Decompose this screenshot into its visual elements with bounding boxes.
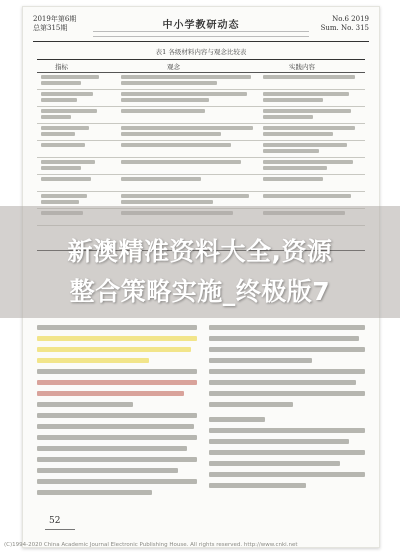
table-cell xyxy=(41,166,81,170)
table-row xyxy=(37,106,365,124)
text-line xyxy=(37,402,133,407)
table-cell xyxy=(121,98,209,102)
text-line xyxy=(37,413,197,418)
table-cell xyxy=(263,177,323,181)
table-cell xyxy=(41,143,85,147)
table-cell xyxy=(263,166,327,170)
text-line xyxy=(209,369,365,374)
reference-line xyxy=(209,472,365,477)
table-cell xyxy=(263,109,351,113)
text-line xyxy=(37,479,197,484)
page-number: 52 xyxy=(49,516,61,526)
highlighted-text-line xyxy=(37,358,149,363)
table-cell xyxy=(121,160,241,164)
table-row xyxy=(37,174,365,192)
table-cell xyxy=(121,75,251,79)
table-row xyxy=(37,157,365,175)
table-cell xyxy=(121,200,213,204)
highlighted-text-line xyxy=(37,347,191,352)
table-cell xyxy=(121,109,205,113)
table-cell xyxy=(121,92,247,96)
table-cell xyxy=(41,81,81,85)
text-line xyxy=(209,391,365,396)
table-cell xyxy=(263,92,349,96)
text-line xyxy=(209,336,359,341)
issue-number-label: No.6 2019 xyxy=(332,15,369,23)
table-cell xyxy=(263,132,333,136)
table-cell xyxy=(41,98,77,102)
reference-line xyxy=(209,483,306,488)
table-cell xyxy=(121,81,217,85)
banner-title-line-2: 整合策略实施_终极版7 xyxy=(69,277,331,306)
issue-total-label: 总第315期 xyxy=(33,24,68,32)
text-line xyxy=(209,380,356,385)
table-cell xyxy=(263,149,319,153)
table-cell xyxy=(41,177,91,181)
table-cell xyxy=(121,143,231,147)
journal-title: 中小学教研动态 xyxy=(162,20,240,31)
table-cell xyxy=(263,126,355,130)
table-cell xyxy=(263,75,355,79)
text-line xyxy=(209,402,293,407)
table-cell xyxy=(41,75,99,79)
text-line xyxy=(37,490,152,495)
table-cell xyxy=(121,177,201,181)
journal-subtitle-rule xyxy=(93,31,309,37)
table-cell xyxy=(121,126,253,130)
table-cell xyxy=(263,143,347,147)
issue-sum-label: Sum. No. 315 xyxy=(320,24,369,32)
text-line xyxy=(37,468,178,473)
text-line xyxy=(37,325,197,330)
text-line xyxy=(209,325,365,330)
underlined-text-line xyxy=(37,391,184,396)
copyright-notice: (C)1994-2020 China Academic Journal Electronic Publishing House. All rights reserved. http://www.cnki.net xyxy=(4,542,298,548)
table-row xyxy=(37,123,365,141)
page-number-rule xyxy=(45,529,75,530)
text-line xyxy=(37,435,197,440)
issue-info-right xyxy=(321,15,369,33)
table-cell xyxy=(41,160,95,164)
table-row xyxy=(37,140,365,158)
issue-year-label: 2019年第6期 xyxy=(33,15,77,23)
table-cell xyxy=(263,194,351,198)
body-column-left xyxy=(37,325,197,501)
highlighted-text-line xyxy=(37,336,197,341)
text-line xyxy=(37,457,197,462)
text-line xyxy=(209,347,365,352)
table-cell xyxy=(263,115,313,119)
text-line xyxy=(37,446,187,451)
table-cell xyxy=(41,109,97,113)
table-header-indicator: 指标 xyxy=(55,63,68,71)
table-header-concept: 观念 xyxy=(167,63,180,71)
text-line xyxy=(209,358,312,363)
banner-title-line-1: 新澳精准资料大全,资源 xyxy=(67,237,333,266)
table-row xyxy=(37,89,365,107)
table-cell xyxy=(41,115,71,119)
table-cell xyxy=(121,132,221,136)
table-cell xyxy=(121,194,249,198)
running-head xyxy=(33,15,369,42)
reference-heading xyxy=(209,417,265,422)
table-header-practice: 实践内容 xyxy=(289,63,315,71)
text-line xyxy=(37,369,197,374)
table-cell xyxy=(41,132,75,136)
table-cell xyxy=(41,200,79,204)
table-cell xyxy=(263,98,323,102)
reference-line xyxy=(209,461,340,466)
table-row xyxy=(37,72,365,90)
table-cell xyxy=(263,160,353,164)
underlined-text-line xyxy=(37,380,197,385)
reference-line xyxy=(209,428,365,433)
body-column-right xyxy=(209,325,365,494)
text-line xyxy=(37,424,194,429)
table-cell xyxy=(41,92,93,96)
table-caption: 表1 各级材料内容与观念比较表 xyxy=(155,48,247,56)
table-cell xyxy=(41,194,87,198)
reference-line xyxy=(209,439,349,444)
table-cell xyxy=(41,126,89,130)
reference-line xyxy=(209,450,365,455)
